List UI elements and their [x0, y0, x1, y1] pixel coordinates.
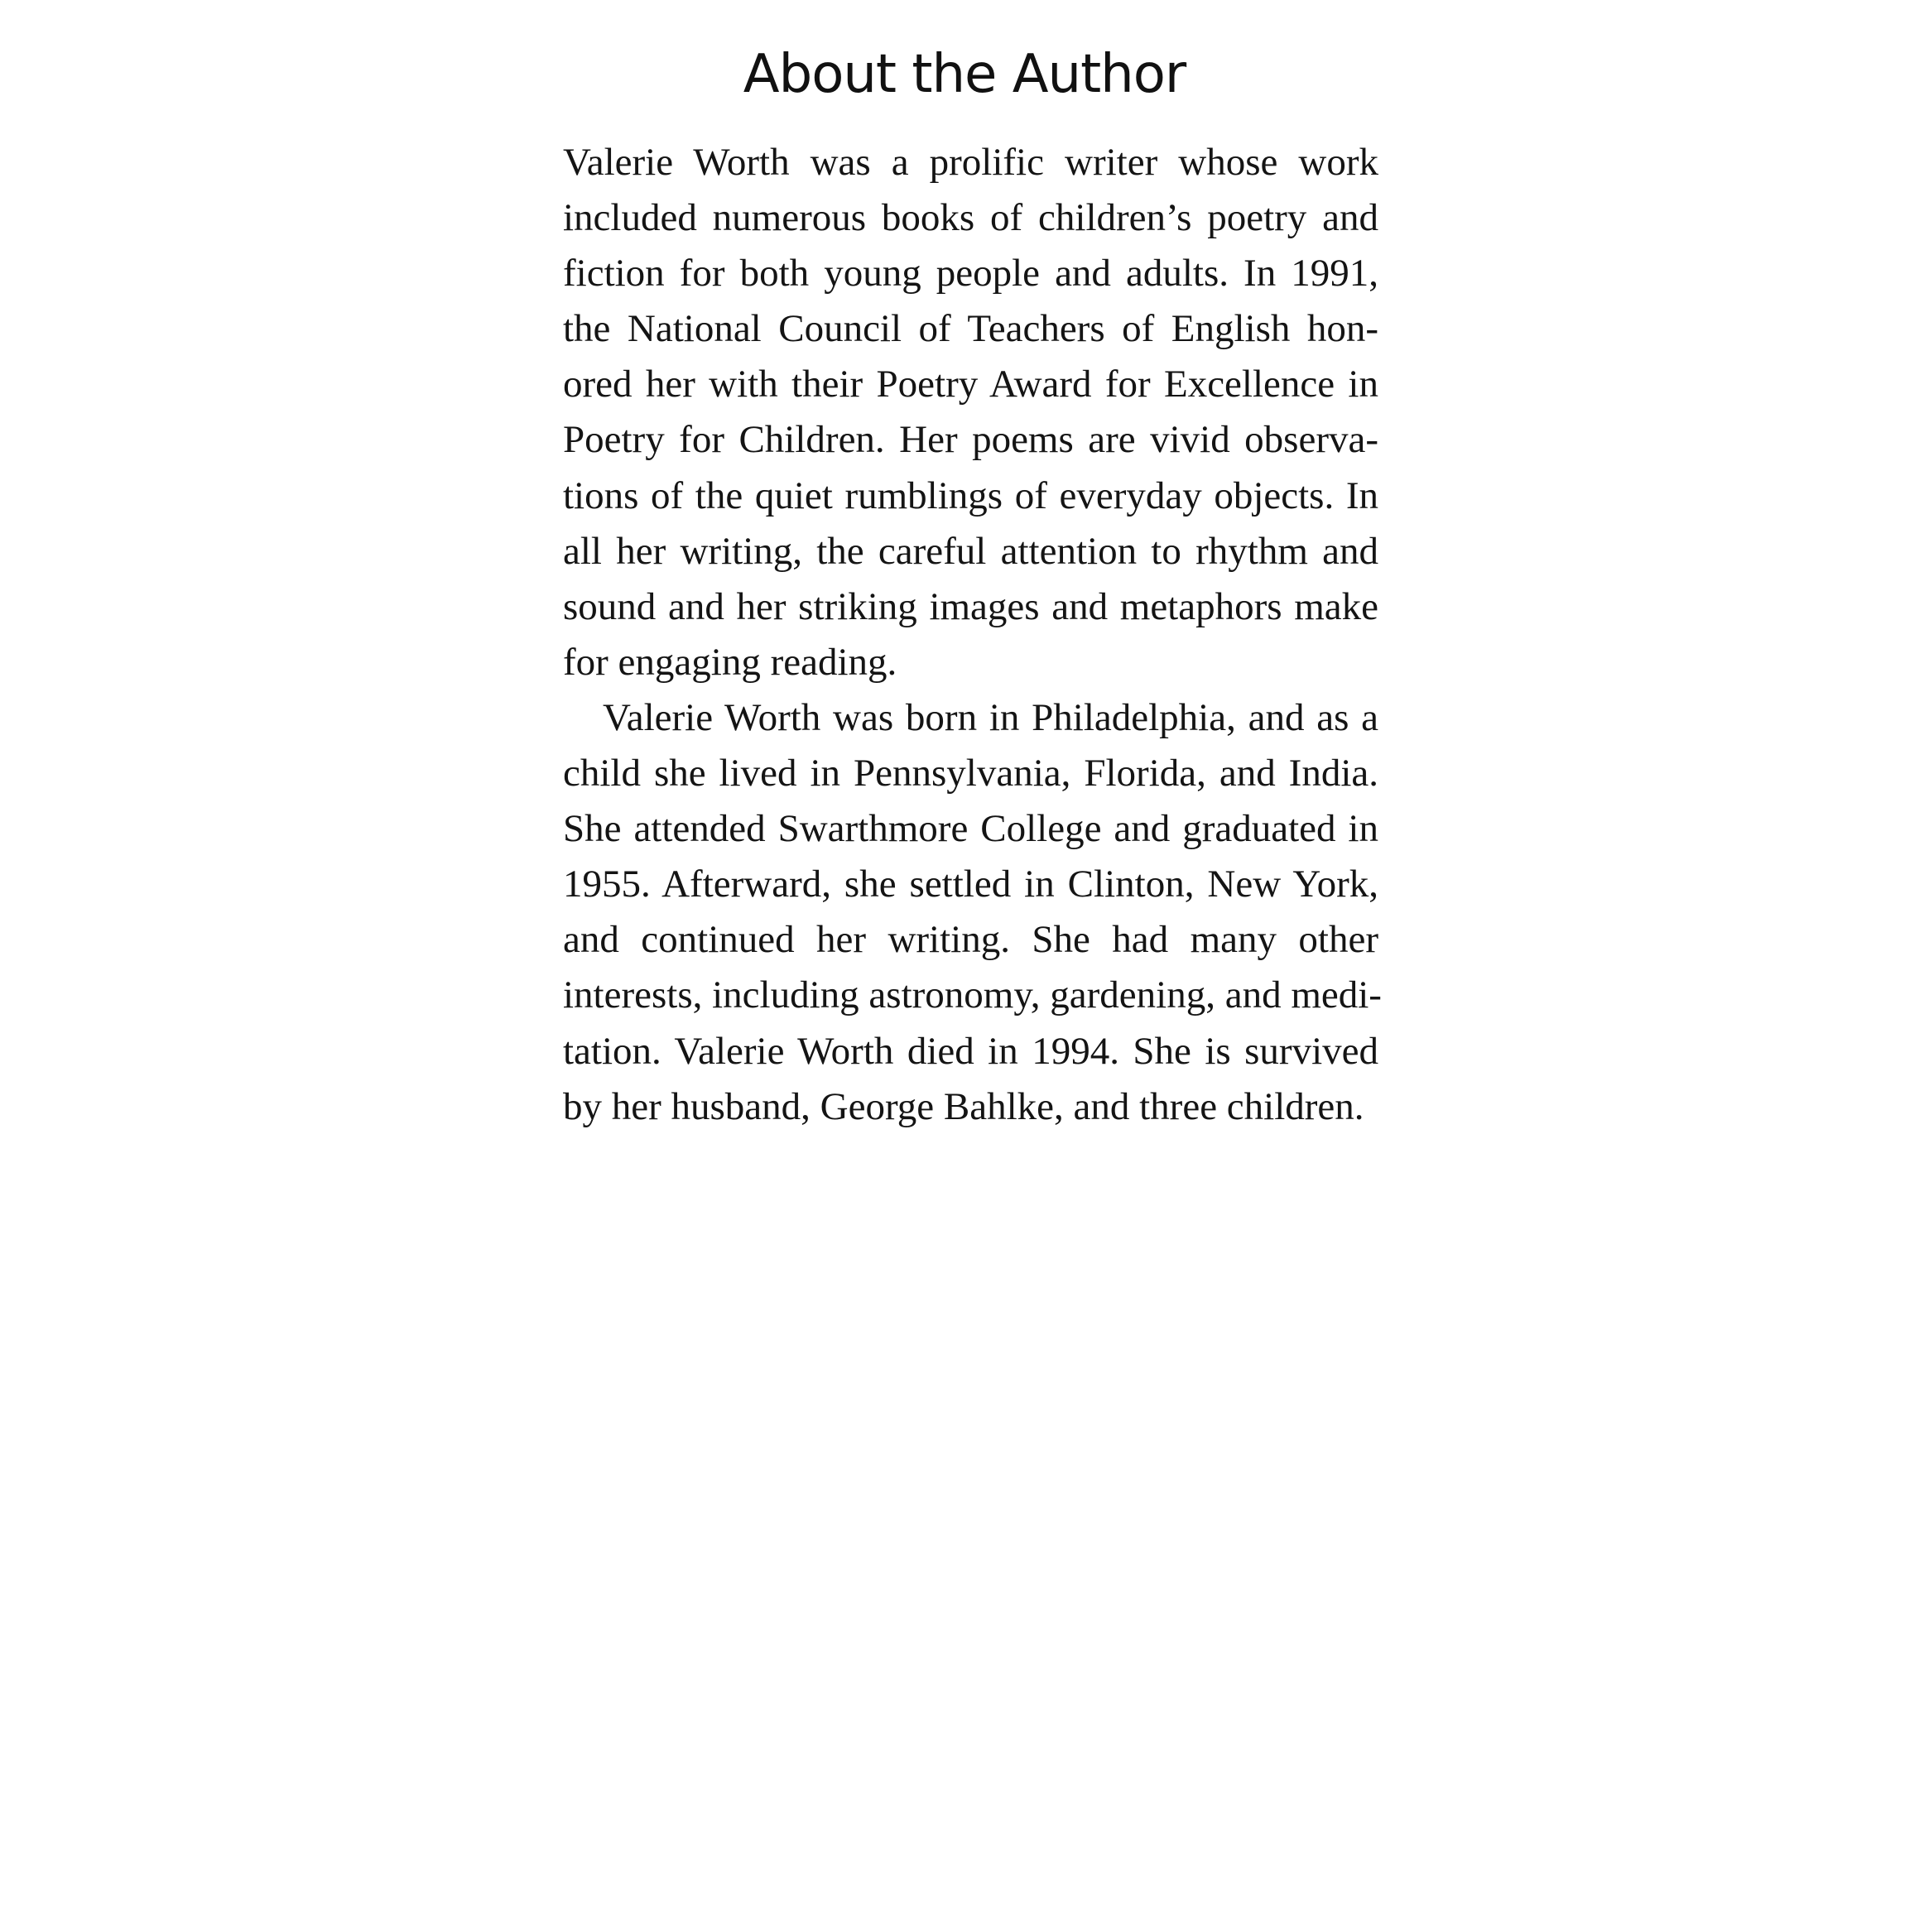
text-line: for engaging reading.: [563, 640, 897, 684]
text-line: sound and her striking images and metaphors make: [563, 584, 1378, 628]
text-line: She attended Swarthmore College and graduated in: [563, 807, 1378, 851]
text-line: fiction for both young people and adults. In 1991,: [563, 252, 1378, 296]
text-line: tions of the quiet rumblings of everyday objects. In: [563, 473, 1378, 517]
text-line: all her writing, the careful attention to rhythm and: [563, 529, 1378, 573]
text-line: 1955. Afterward, she settled in Clinton, New York,: [563, 863, 1378, 906]
text-line: by her husband, George Bahlke, and three children.: [563, 1084, 1364, 1128]
text-line: interests, including astronomy, gardening, and medi-: [563, 973, 1382, 1017]
text-line: child she lived in Pennsylvania, Florida, and India.: [563, 752, 1378, 795]
author-bio: [563, 135, 1382, 1135]
text-line: and continued her writing. She had many other: [563, 918, 1378, 962]
page-title: About the Author: [743, 44, 1186, 105]
text-line: Valerie Worth was born in Philadelphia, and as a: [603, 695, 1378, 739]
bio-paragraph-1: [563, 135, 1378, 690]
text-line: Poetry for Children. Her poems are vivid observa-: [563, 418, 1378, 462]
text-line: tation. Valerie Worth died in 1994. She is survived: [563, 1029, 1378, 1073]
text-line: ored her with their Poetry Award for Excellence in: [563, 363, 1378, 406]
text-line: Valerie Worth was a prolific writer whose work: [563, 141, 1378, 184]
bio-paragraph-2: [563, 690, 1382, 1135]
text-line: the National Council of Teachers of English hon-: [563, 307, 1378, 351]
text-line: included numerous books of children’s poetry and: [563, 196, 1378, 240]
